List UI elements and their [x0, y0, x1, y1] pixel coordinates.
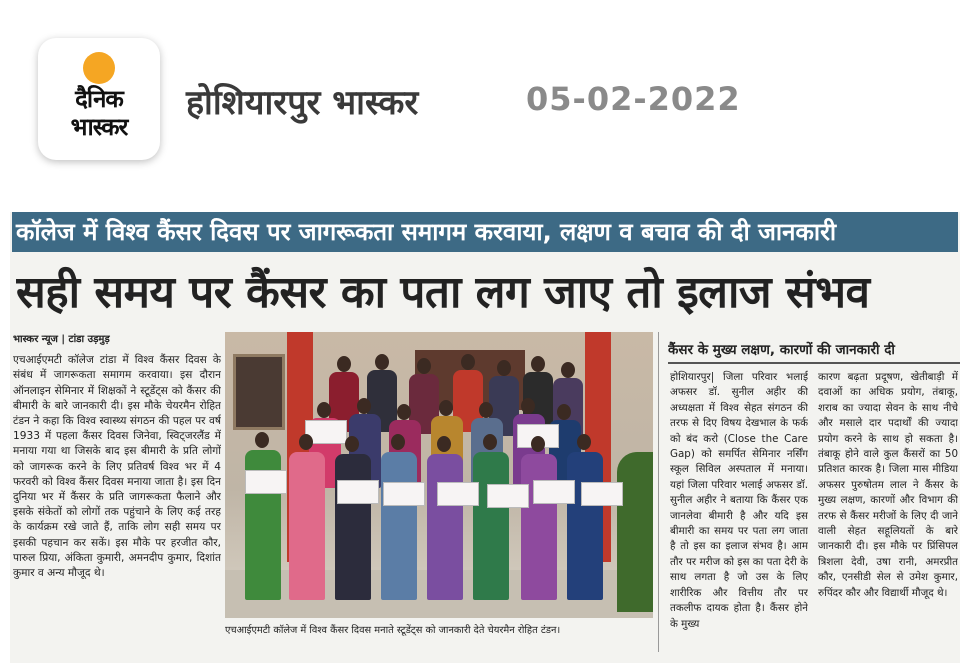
- article-body-1: एचआईएमटी कॉलेज टांडा में विश्व कैंसर दिवस के संबंध में जागरूकता समागम करवाया। इस दौरान ऑनलाइन सेमिनार में शिक्षकों ने स्टूडेंट्स को कैंसर की बीमारी के बारे जानकारी दी। इस मौके चेयरमैन रोहित टंडन ने कहा कि विश्व स्वास्थ्य संगठन की पहल पर वर्ष 1933 में पहला कैंसर दिवस जिनेवा, स्विट्जरलैंड में मनाया गया था जिसके बाद इस बीमारी के प्रति लोगों को जागरूक करने के लिए प्रतिवर्ष विश्व भर में 4 फरवरी को विश्व कैंसर दिवस मनाया जाता है। इस दिन दुनिया भर में कैंसर के प्रति जागरूकता फैलाने और इसके संकेतों को लोगों तक पहुंचाने के लिए कई तरह के कार्यक्रम रखे जाते हैं, ताकि लोग सही समय पर इसकी पहचान कर सकें। इस मौके पर हरजीत कौर, पारुल प्रिया, अंकिता कुमारी, अमनदीप कुमार, दिशांत कुमार व अन्य मौजूद थे।: [13, 354, 221, 580]
- person-head: [531, 436, 545, 452]
- article-column-2: होशियारपुर| जिला परिवार भलाई अफसर डॉ. सुनील अहीर की अध्यक्षता में विश्व सेहत संगठन की तरफ से दिए विषय देखभाल के फर्क को बंद करो (Close the Care Gap) को समर्पित सेमिनार नर्सिंग स्कूल सिविल अस्पताल में मनाया। यहां जिला परिवार भलाई अफसर डॉ. सुनील अहीर ने बताया कि कैंसर एक जानलेवा बीमारी है और यदि इस बीमारी का समय पर पता लग जाता है तो इस का इलाज संभव है। आम तौर पर मरीज को इस का पता देरी के साथ लगता है जो उस के लिए शारीरिक और वित्तीय तौर पर तकलीफ दायक होता है। कैंसर होने के मुख्य: [670, 371, 808, 630]
- photo-window: [233, 354, 285, 430]
- kicker-strip: कॉलेज में विश्व कैंसर दिवस पर जागरूकता समागम करवाया, लक्षण व बचाव की दी जानकारी: [12, 212, 958, 252]
- person-head: [439, 400, 453, 416]
- person-body: [289, 452, 325, 600]
- person-head: [345, 436, 359, 452]
- person-head: [375, 354, 389, 370]
- person-head: [357, 398, 371, 414]
- edition-date: 05-02-2022: [526, 80, 741, 118]
- person-head: [521, 398, 535, 414]
- newspaper-clipping: [10, 212, 960, 663]
- person-head: [461, 354, 475, 370]
- person-head: [317, 402, 331, 418]
- person-body: [521, 454, 557, 600]
- logo-line-1: दैनिक: [75, 85, 123, 113]
- sun-icon: [83, 52, 115, 84]
- dainik-bhaskar-logo[interactable]: [38, 38, 160, 160]
- person-head: [299, 434, 313, 450]
- person-head: [557, 404, 571, 420]
- person-head: [531, 356, 545, 372]
- poster-sign: [337, 480, 379, 504]
- person-body: [335, 454, 371, 600]
- person-head: [437, 436, 451, 452]
- person-head: [337, 356, 351, 372]
- poster-sign: [383, 482, 425, 506]
- photo-caption: एचआईएमटी कॉलेज में विश्व कैंसर दिवस मनाते स्टूडेंट्स को जानकारी देते चेयरमैन रोहित टंडन।: [225, 625, 561, 636]
- app-header: [0, 0, 960, 185]
- person-head: [255, 432, 269, 448]
- logo-line-2: भास्कर: [70, 113, 128, 141]
- sidebar-article: [668, 332, 960, 662]
- poster-sign: [437, 482, 479, 506]
- person-body: [567, 452, 603, 600]
- person-head: [479, 402, 493, 418]
- person-head: [483, 434, 497, 450]
- person-body: [427, 454, 463, 600]
- poster-sign: [581, 482, 623, 506]
- poster-sign: [533, 480, 575, 504]
- poster-sign: [487, 484, 529, 508]
- person-head: [417, 358, 431, 374]
- person-head: [577, 434, 591, 450]
- person-body: [381, 452, 417, 600]
- column-divider: [658, 332, 659, 652]
- byline: भास्कर न्यूज | टांडा उड़मुड़: [13, 334, 110, 345]
- poster-sign: [245, 470, 287, 494]
- headline: सही समय पर कैंसर का पता लग जाए तो इलाज संभव: [16, 267, 870, 318]
- person-body: [473, 452, 509, 600]
- photo-tree: [617, 452, 653, 612]
- person-head: [391, 434, 405, 450]
- article-column-1: [13, 332, 221, 662]
- news-photo: [225, 332, 653, 618]
- person-head: [497, 360, 511, 376]
- article-column-3: कारण बढ़ता प्रदूषण, खेतीबाड़ी में दवाओं का अधिक प्रयोग, तंबाकू, शराब का ज्यादा सेवन के साथ नीचे और मसाले दार पदार्थों की ज्यादा प्रयोग करने के साथ हो सकता है। तंबाकू होने वाले कुल कैंसरों का 50 प्रतिशत कारक है। जिला मास मीडिया अफसर पुरुषोतम लाल ने कैंसर के मुख्य लक्षण, कारणों और विभाग की तरफ से कैंसर मरीजों के लिए दी जाने वाली सेहत सहूलियतों के बारे जानकारी दी। इस मौके पर प्रिंसिपल त्रिशला देवी, उषा रानी, अमरप्रीत कौर, एनसीडी सेल से उमेश कुमार, रुपिंदर कौर और विद्यार्थी मौजूद थे।: [818, 371, 958, 599]
- sidebar-headline: कैंसर के मुख्य लक्षण, कारणों की जानकारी दी: [668, 342, 895, 358]
- person-head: [397, 404, 411, 420]
- person-head: [561, 362, 575, 378]
- headline-rule: [668, 362, 960, 364]
- edition-title: होशियारपुर भास्कर: [186, 83, 419, 123]
